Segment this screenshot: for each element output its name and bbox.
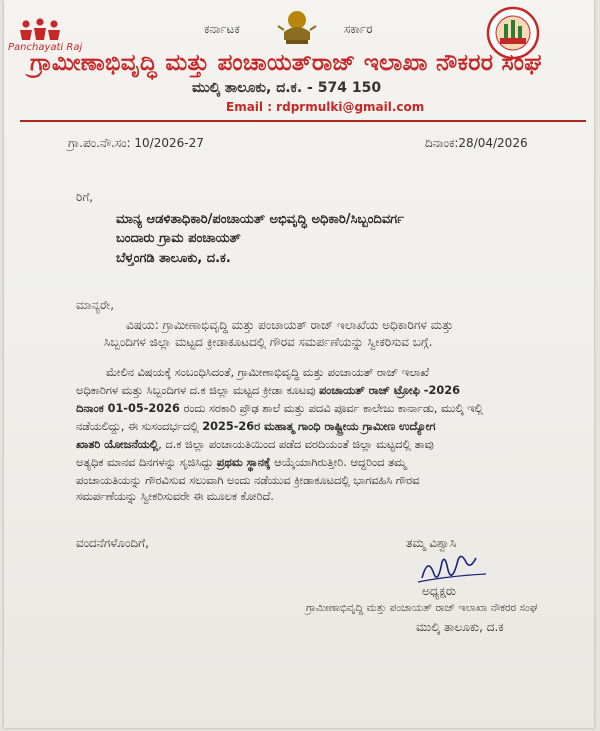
organization-name: ಗ್ರಾಮೀಣಾಭಿವೃದ್ಧಿ ಮತ್ತು ಪಂಚಾಯತ್‌ರಾಜ್ ಇಲಾಖಾ ನೌಕರರ ಸಂಘ xyxy=(30,50,542,76)
body-line xyxy=(76,384,460,398)
body-line xyxy=(76,402,483,416)
letter-date: ದಿನಾಂಕ:28/04/2026 xyxy=(425,136,528,150)
addressee-line: ಬೆಳ್ತಂಗಡಿ ತಾಲೂಕು, ದ.ಕ. xyxy=(116,251,231,266)
organization-email: Email : rdprmulki@gmail.com xyxy=(226,100,425,114)
body-line xyxy=(76,456,406,470)
signatory-organization: ಗ್ರಾಮೀಣಾಭಿವೃದ್ಧಿ ಮತ್ತು ಪಂಚಾಯತ್ ರಾಜ್ ಇಲಾಖಾ ನೌಕರರ ಸಂಘ xyxy=(306,602,538,614)
yours-faithfully: ತಮ್ಮ ವಿಶ್ವಾಸಿ xyxy=(406,536,457,550)
body-line: ಪಂಚಾಯತಿಯನ್ನು ಗೌರವಿಸುವ ಸಲುವಾಗಿ ಅಂದು ನಡೆಯುವ ಕ್ರೀಡಾಕೂಟದಲ್ಲಿ ಭಾಗವಹಿಸಿ ಗೌರವ xyxy=(76,474,420,487)
body-text: ಆಯ್ಕೆಯಾಗಿರುತ್ತೀರಿ. ಆದ್ದರಿಂದ ತಮ್ಮ xyxy=(270,456,407,469)
scheme-name-cont: ಖಾತರಿ ಯೋಜನೆಯಲ್ಲಿ xyxy=(76,438,159,451)
addressee-line: ಬಂದಾರು ಗ್ರಾಮ ಪಂಚಾಯತ್ xyxy=(116,231,241,246)
state-label-right: ಸರ್ಕಾರ xyxy=(344,22,373,36)
brand-label: Panchayati Raj xyxy=(8,42,83,53)
to-label: ರಿಗೆ, xyxy=(76,190,94,204)
trophy-name: ಪಂಚಾಯತ್ ರಾಜ್ ಟ್ರೋಫಿ -2026 xyxy=(319,384,460,397)
body-text: ರಂದು ಸರಕಾರಿ ಪ್ರೌಢ ಶಾಲೆ ಮತ್ತು ಪದವಿ ಪೂರ್ವ ಕಾಲೇಜು ಕಾರ್ನಾಡು, ಮುಲ್ಕಿ ಇಲ್ಲಿ xyxy=(179,402,484,415)
subject-line: ಸಿಬ್ಬಂದಿಗಳ ಜಿಲ್ಲಾ ಮಟ್ಟದ ಕ್ರೀಡಾಕೂಟದಲ್ಲಿ ಗೌರವ ಸಮರ್ಪಣೆಯನ್ನು ಸ್ವೀಕರಿಸುವ ಬಗ್ಗೆ. xyxy=(104,335,433,349)
addressee-line: ಮಾನ್ಯ ಆಡಳಿತಾಧಿಕಾರಿ/ಪಂಚಾಯತ್ ಅಭಿವೃದ್ಧಿ ಅಧಿಕಾರಿ/ಸಿಬ್ಬಂದಿವರ್ಗ xyxy=(116,212,404,227)
subject-line: ವಿಷಯ: ಗ್ರಾಮೀಣಾಭಿವೃದ್ಧಿ ಮತ್ತು ಪಂಚಾಯತ್ ರಾಜ್ ಇಲಾಖೆಯ ಅಧಿಕಾರಿಗಳ ಮತ್ತು xyxy=(126,318,454,332)
body-line xyxy=(76,420,435,434)
body-line xyxy=(76,438,434,452)
reference-number: ಗ್ರಾ.ಪಂ.ನೌ.ಸಂ: 10/2026-27 xyxy=(68,136,204,150)
body-text: ಅಧಿಕಾರಿಗಳ ಮತ್ತು ಸಿಬ್ಬಂದಿಗಳ ದ.ಕ ಜಿಲ್ಲಾ ಮಟ್ಟದ ಕ್ರೀಡಾ ಕೂಟವು xyxy=(76,384,320,397)
body-line: ಸಮರ್ಪಣೆಯನ್ನು ಸ್ವೀಕರಿಸುವರೇ ಈ ಮೂಲಕ ಕೋರಿದೆ. xyxy=(76,490,274,503)
signatory-place: ಮುಲ್ಕಿ ತಾಲೂಕು, ದ.ಕ xyxy=(416,620,504,634)
body-text: ನಡೆಯಲಿದ್ದು, ಈ ಸುಸಂದರ್ಭದಲ್ಲಿ xyxy=(76,420,203,433)
salutation: ಮಾನ್ಯರೇ, xyxy=(76,298,115,312)
header-divider xyxy=(20,120,586,122)
scheme-name: 2025-26ರ ಮಹಾತ್ಮ ಗಾಂಧಿ ರಾಷ್ಟ್ರೀಯ ಗ್ರಾಮೀಣ ಉದ್ಯೋಗ xyxy=(202,420,436,433)
organization-address: ಮುಲ್ಕಿ ತಾಲೂಕು, ದ.ಕ. - 574 150 xyxy=(192,80,382,96)
letter-sheet xyxy=(4,0,594,728)
body-text: ಅತ್ಯಧಿಕ ಮಾನವ ದಿನಗಳನ್ನು ಸೃಜಿಸಿದ್ದು xyxy=(76,456,217,469)
closing: ವಂದನೆಗಳೊಂದಿಗೆ, xyxy=(76,536,149,550)
body-text: , ದ.ಕ ಜಿಲ್ಲಾ ಪಂಚಾಯತಿಯಿಂದ ಪಡೆದ ವರದಿಯಂತೆ ಜಿಲ್ಲಾ ಮಟ್ಟದಲ್ಲಿ ತಾವು xyxy=(158,438,434,451)
rank-text: ಪ್ರಥಮ ಸ್ಥಾನಕ್ಕೆ xyxy=(216,456,271,469)
state-label-left: ಕರ್ನಾಟಕ xyxy=(204,22,240,36)
state-emblem-icon xyxy=(272,6,322,50)
event-date: ದಿನಾಂಕ 01-05-2026 xyxy=(76,402,180,415)
body-line: ಮೇಲಿನ ವಿಷಯಕ್ಕೆ ಸಂಬಂಧಿಸಿದಂತೆ, ಗ್ರಾಮೀಣಾಭಿವೃದ್ಧಿ ಮತ್ತು ಪಂಚಾಯತ್ ರಾಜ್ ಇಲಾಖೆ xyxy=(106,366,430,379)
signatory-title: ಅಧ್ಯಕ್ಷರು xyxy=(422,584,456,598)
